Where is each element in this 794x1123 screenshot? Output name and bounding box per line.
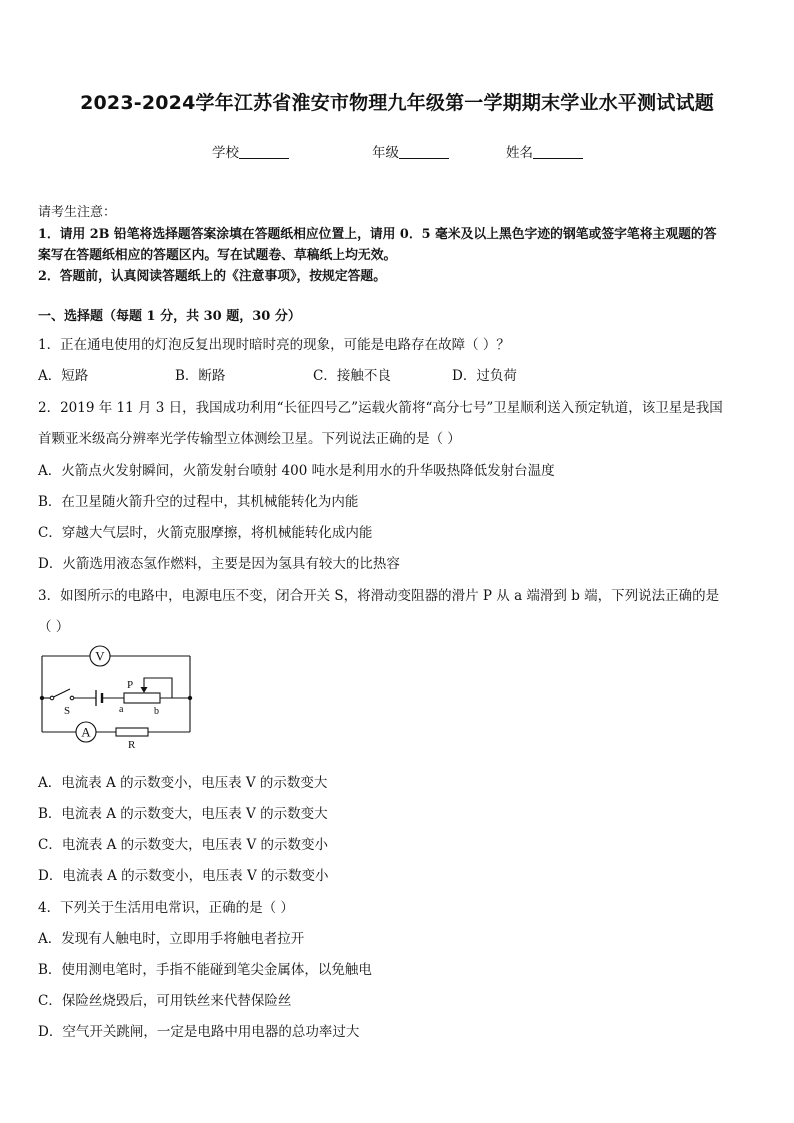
slider-wire [144,678,172,698]
rheostat-body [124,693,160,703]
school-label: 学校 [212,145,239,161]
section-heading: 一、选择题（每题 1 分，共 30 题，30 分） [38,309,301,324]
q2-option-a[interactable]: A．火箭点火发射瞬间，火箭发射台喷射 400 吨水是利用水的升华吸热降低发射台温度 [38,463,555,479]
q2-stem-line-1: 2．2019 年 11 月 3 日，我国成功利用“长征四号乙”运载火箭将“高分七号”卫星顺利送入预定轨道，该卫星是我国 [38,400,723,416]
q2-option-d[interactable]: D．火箭选用液态氢作燃料，主要是因为氢具有较大的比热容 [38,556,400,572]
q3-option-c[interactable]: C．电流表 A 的示数变大，电压表 V 的示数变小 [38,837,328,853]
q4-stem: 4．下列关于生活用电常识，正确的是（ ） [38,900,294,916]
grade-field[interactable] [372,141,449,161]
school-field[interactable] [212,141,289,161]
grade-blank[interactable] [399,145,449,159]
q1-option-a[interactable]: A．短路 [38,368,89,384]
q3-option-b[interactable]: B．电流表 A 的示数变大，电压表 V 的示数变大 [38,806,328,822]
slider-arrow [141,687,148,693]
name-field[interactable] [506,141,583,161]
switch-contact-right [70,696,74,700]
switch-blade [54,689,71,697]
q3-option-a[interactable]: A．电流表 A 的示数变小，电压表 V 的示数变大 [38,775,328,791]
resistor-r-body [116,728,148,736]
ammeter-label: A [81,724,91,740]
switch-contact-left [50,696,54,700]
q2-option-c[interactable]: C．穿越大气层时，火箭克服摩擦，将机械能转化成内能 [38,525,373,541]
circuit-diagram [36,644,196,750]
voltmeter-label: V [95,648,105,664]
q1-stem: 1．正在通电使用的灯泡反复出现时暗时亮的现象，可能是电路存在故障（ ）？ [38,337,510,353]
page-title: 2023-2024学年江苏省淮安市物理九年级第一学期期末学业水平测试试题 [80,92,714,114]
resistor-label: R [128,739,136,750]
q1-option-b[interactable]: B．断路 [175,368,226,384]
switch-label: S [64,705,71,717]
q3-stem-line-2: （ ） [38,619,70,635]
grade-label: 年级 [372,145,399,161]
q3-stem-line-1: 3．如图所示的电路中，电源电压不变，闭合开关 S，将滑动变阻器的滑片 P 从 a 端滑到 b 端，下列说法正确的是 [38,588,720,604]
q4-option-a[interactable]: A．发现有人触电时，立即用手将触电者拉开 [38,931,305,947]
notice-line-1a: 1．请用 2B 铅笔将选择题答案涂填在答题纸相应位置上，请用 0．5 毫米及以上黑色字迹的钢笔或签字笔将主观题的答 [38,227,717,242]
q4-option-b[interactable]: B．使用测电笔时，手指不能碰到笔尖金属体，以免触电 [38,962,372,978]
school-blank[interactable] [239,145,289,159]
end-a-label: a [119,704,124,715]
q1-option-d[interactable]: D．过负荷 [452,368,517,384]
junction-left [40,696,44,700]
notice-heading: 请考生注意： [38,205,117,220]
q1-option-c[interactable]: C．接触不良 [313,368,391,384]
q4-option-d[interactable]: D．空气开关跳闸，一定是电路中用电器的总功率过大 [38,1024,360,1040]
junction-right [188,696,192,700]
q4-option-c[interactable]: C．保险丝烧毁后，可用铁丝来代替保险丝 [38,993,292,1009]
notice-line-1b: 案写在答题纸相应的答题区内。写在试题卷、草稿纸上均无效。 [38,248,397,263]
notice-line-2: 2．答题前，认真阅读答题纸上的《注意事项》，按规定答题。 [38,269,387,284]
name-label: 姓名 [506,145,533,161]
q2-stem-line-2: 首颗亚米级高分辨率光学传输型立体测绘卫星。下列说法正确的是（ ） [38,431,461,447]
end-b-label: b [154,706,159,717]
name-blank[interactable] [533,145,583,159]
q3-option-d[interactable]: D．电流表 A 的示数变小，电压表 V 的示数变小 [38,868,329,884]
q2-option-b[interactable]: B．在卫星随火箭升空的过程中，其机械能转化为内能 [38,494,359,510]
slider-label: P [127,679,134,691]
